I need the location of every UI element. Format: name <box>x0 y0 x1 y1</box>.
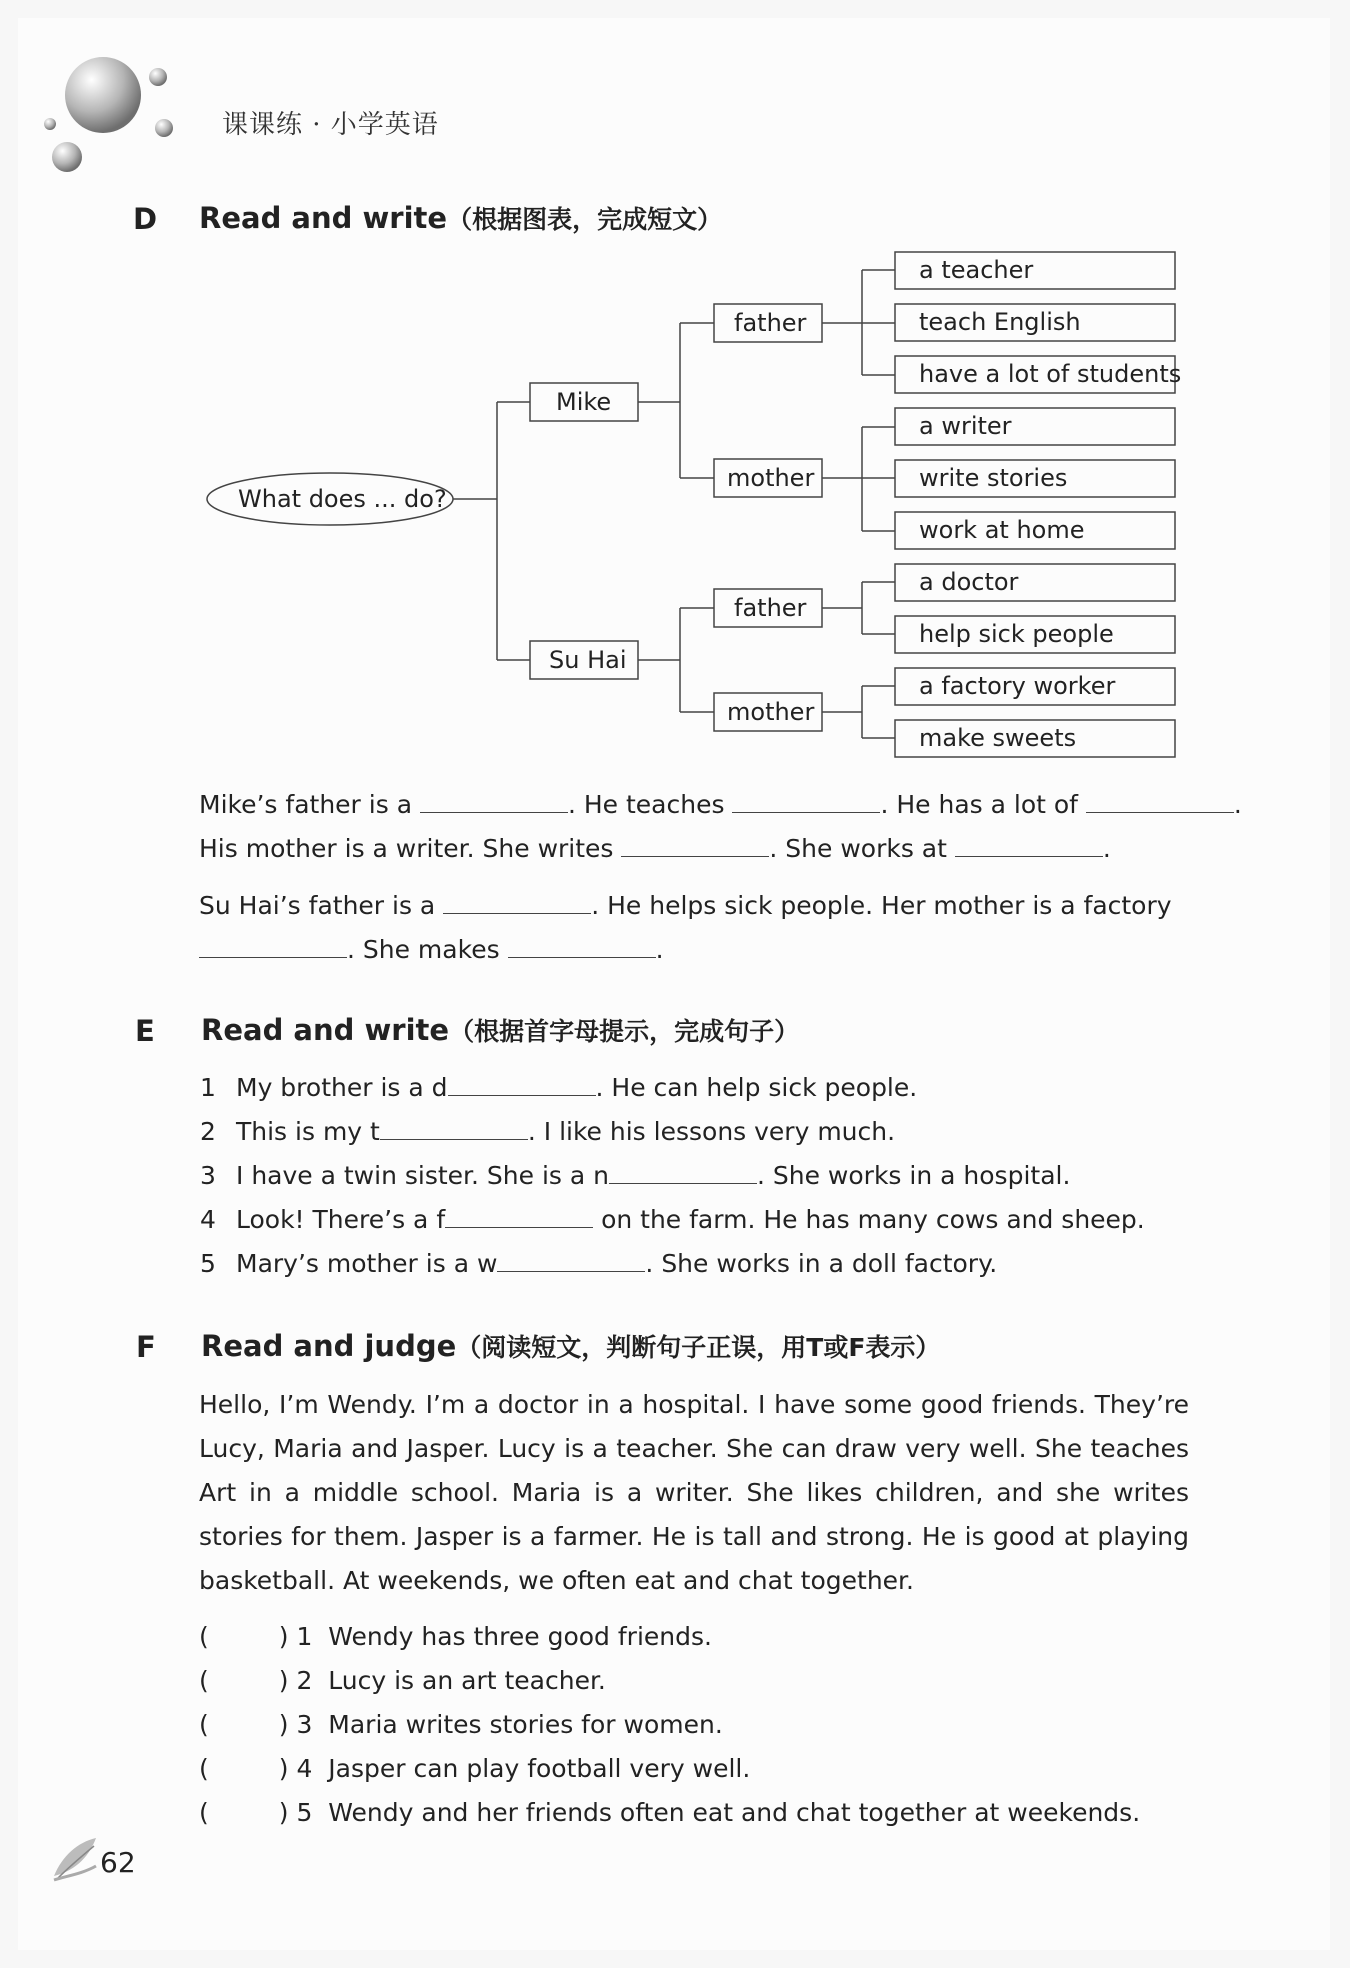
leaf-text: work at home <box>919 516 1085 544</box>
leaf-text: a doctor <box>919 568 1019 596</box>
leaf-text: write stories <box>919 464 1068 492</box>
judge-item-4 <box>199 1754 750 1783</box>
paragraph-line <box>199 827 1242 871</box>
occupation-tree-diagram <box>0 0 1350 780</box>
statement-text: Wendy and her friends often eat and chat together at weekends. <box>328 1798 1141 1827</box>
text: . She works in a hospital. <box>757 1161 1071 1190</box>
reading-passage: Hello, I’m Wendy. I’m a doctor in a hospital. I have some good friends. They’re Lucy, Maria and Jasper. Lucy is a teacher. She can draw very well. She teaches Art in a middle school. Maria is a writer. She likes children, and she writes stories for them. Jasper is a farmer. He is tall and strong. He is good at playing basketball. At weekends, we often eat and chat together. <box>199 1390 1189 1595</box>
answer-blank[interactable] <box>609 1161 757 1184</box>
book-title: 课课练 · 小学英语 <box>222 110 439 140</box>
leaf-icon <box>52 1836 98 1882</box>
leaf-text: a factory worker <box>919 672 1116 700</box>
text: This is my t <box>236 1117 380 1146</box>
judge-item-1 <box>199 1622 712 1651</box>
text: . <box>1233 790 1242 819</box>
item-number: ) 4 <box>278 1754 313 1783</box>
text: . He teaches <box>567 790 725 819</box>
page-number: 62 <box>100 1846 136 1879</box>
answer-blank[interactable] <box>448 1073 596 1096</box>
answer-blank[interactable] <box>380 1117 528 1140</box>
section-f-letter: F <box>136 1330 156 1364</box>
answer-paren-open[interactable]: ( <box>199 1754 209 1783</box>
section-e-heading: Read and write <box>201 1013 450 1047</box>
root-question: What does ... do? <box>238 485 447 513</box>
text: I have a twin sister. She is a n <box>236 1161 609 1190</box>
item-number: ) 5 <box>278 1798 313 1827</box>
answer-blank[interactable] <box>443 891 591 914</box>
section-e-title <box>201 1012 799 1048</box>
paragraph-line <box>199 928 1172 972</box>
leaf-text: help sick people <box>919 620 1114 648</box>
statement-text: Lucy is an art teacher. <box>328 1666 606 1695</box>
text: . She makes <box>347 935 500 964</box>
node-su-hai-father: father <box>734 594 807 622</box>
answer-blank[interactable] <box>732 790 880 813</box>
answer-blank[interactable] <box>621 834 769 857</box>
section-f-instruction: （阅读短文，判断句子正误，用T或F表示） <box>456 1333 941 1362</box>
text: Mike’s father is a <box>199 790 413 819</box>
paragraph-su-hai <box>199 884 1172 972</box>
answer-paren-open[interactable]: ( <box>199 1710 209 1739</box>
section-f-heading: Read and judge <box>201 1329 457 1363</box>
item-number: ) 1 <box>278 1622 313 1651</box>
item-number: 1 <box>200 1073 216 1102</box>
statement-text: Jasper can play football very well. <box>328 1754 751 1783</box>
text: His mother is a writer. She writes <box>199 834 614 863</box>
leaf-text: a writer <box>919 412 1012 440</box>
section-f-title <box>201 1328 940 1364</box>
text: on the farm. He has many cows and sheep. <box>593 1205 1145 1234</box>
text: My brother is a d <box>236 1073 448 1102</box>
item-number: 3 <box>200 1161 216 1190</box>
exercise-e-item-5 <box>200 1249 997 1278</box>
answer-blank[interactable] <box>955 834 1103 857</box>
judge-item-3 <box>199 1710 723 1739</box>
text: . <box>1102 834 1111 863</box>
leaf-text: make sweets <box>919 724 1077 752</box>
section-d-heading: Read and write <box>199 201 448 235</box>
item-number: ) 3 <box>278 1710 313 1739</box>
paragraph-mike <box>199 783 1242 871</box>
section-d-instruction: （根据图表，完成短文） <box>447 205 723 234</box>
text: . I like his lessons very much. <box>527 1117 896 1146</box>
item-number: ) 2 <box>278 1666 313 1695</box>
item-number: 4 <box>200 1205 216 1234</box>
exercise-e-item-1 <box>200 1073 917 1102</box>
paragraph-line <box>199 783 1242 827</box>
node-mike-father: father <box>734 309 807 337</box>
text: . He has a lot of <box>880 790 1078 819</box>
leaf-text: teach English <box>919 308 1081 336</box>
item-number: 2 <box>200 1117 216 1146</box>
judge-item-5 <box>199 1798 1140 1827</box>
section-e-letter: E <box>135 1014 155 1048</box>
node-mike: Mike <box>556 388 612 416</box>
section-d-letter: D <box>133 202 158 236</box>
answer-blank[interactable] <box>420 790 568 813</box>
exercise-e-item-2 <box>200 1117 895 1146</box>
statement-text: Wendy has three good friends. <box>328 1622 712 1651</box>
leaf-text: have a lot of students <box>919 360 1182 388</box>
exercise-e-item-3 <box>200 1161 1070 1190</box>
answer-blank[interactable] <box>497 1249 645 1272</box>
section-e-instruction: （根据首字母提示，完成句子） <box>449 1017 800 1046</box>
text: . <box>655 935 664 964</box>
leaf-text: a teacher <box>919 256 1034 284</box>
answer-blank[interactable] <box>445 1205 593 1228</box>
text: Mary’s mother is a w <box>236 1249 498 1278</box>
node-su-hai: Su Hai <box>549 646 627 674</box>
judge-item-2 <box>199 1666 606 1695</box>
answer-paren-open[interactable]: ( <box>199 1666 209 1695</box>
text: Look! There’s a f <box>236 1205 446 1234</box>
exercise-e-item-4 <box>200 1205 1145 1234</box>
answer-blank[interactable] <box>1086 790 1234 813</box>
text: Su Hai’s father is a <box>199 891 436 920</box>
answer-blank[interactable] <box>508 935 656 958</box>
node-mike-mother: mother <box>727 464 815 492</box>
text: . She works at <box>769 834 947 863</box>
statement-text: Maria writes stories for women. <box>328 1710 723 1739</box>
answer-blank[interactable] <box>199 935 347 958</box>
item-number: 5 <box>200 1249 216 1278</box>
answer-paren-open[interactable]: ( <box>199 1622 209 1651</box>
answer-paren-open[interactable]: ( <box>199 1798 209 1827</box>
paragraph-line <box>199 884 1172 928</box>
text: . She works in a doll factory. <box>645 1249 998 1278</box>
text: . He can help sick people. <box>595 1073 918 1102</box>
text: . He helps sick people. Her mother is a factory <box>591 891 1172 920</box>
node-su-hai-mother: mother <box>727 698 815 726</box>
